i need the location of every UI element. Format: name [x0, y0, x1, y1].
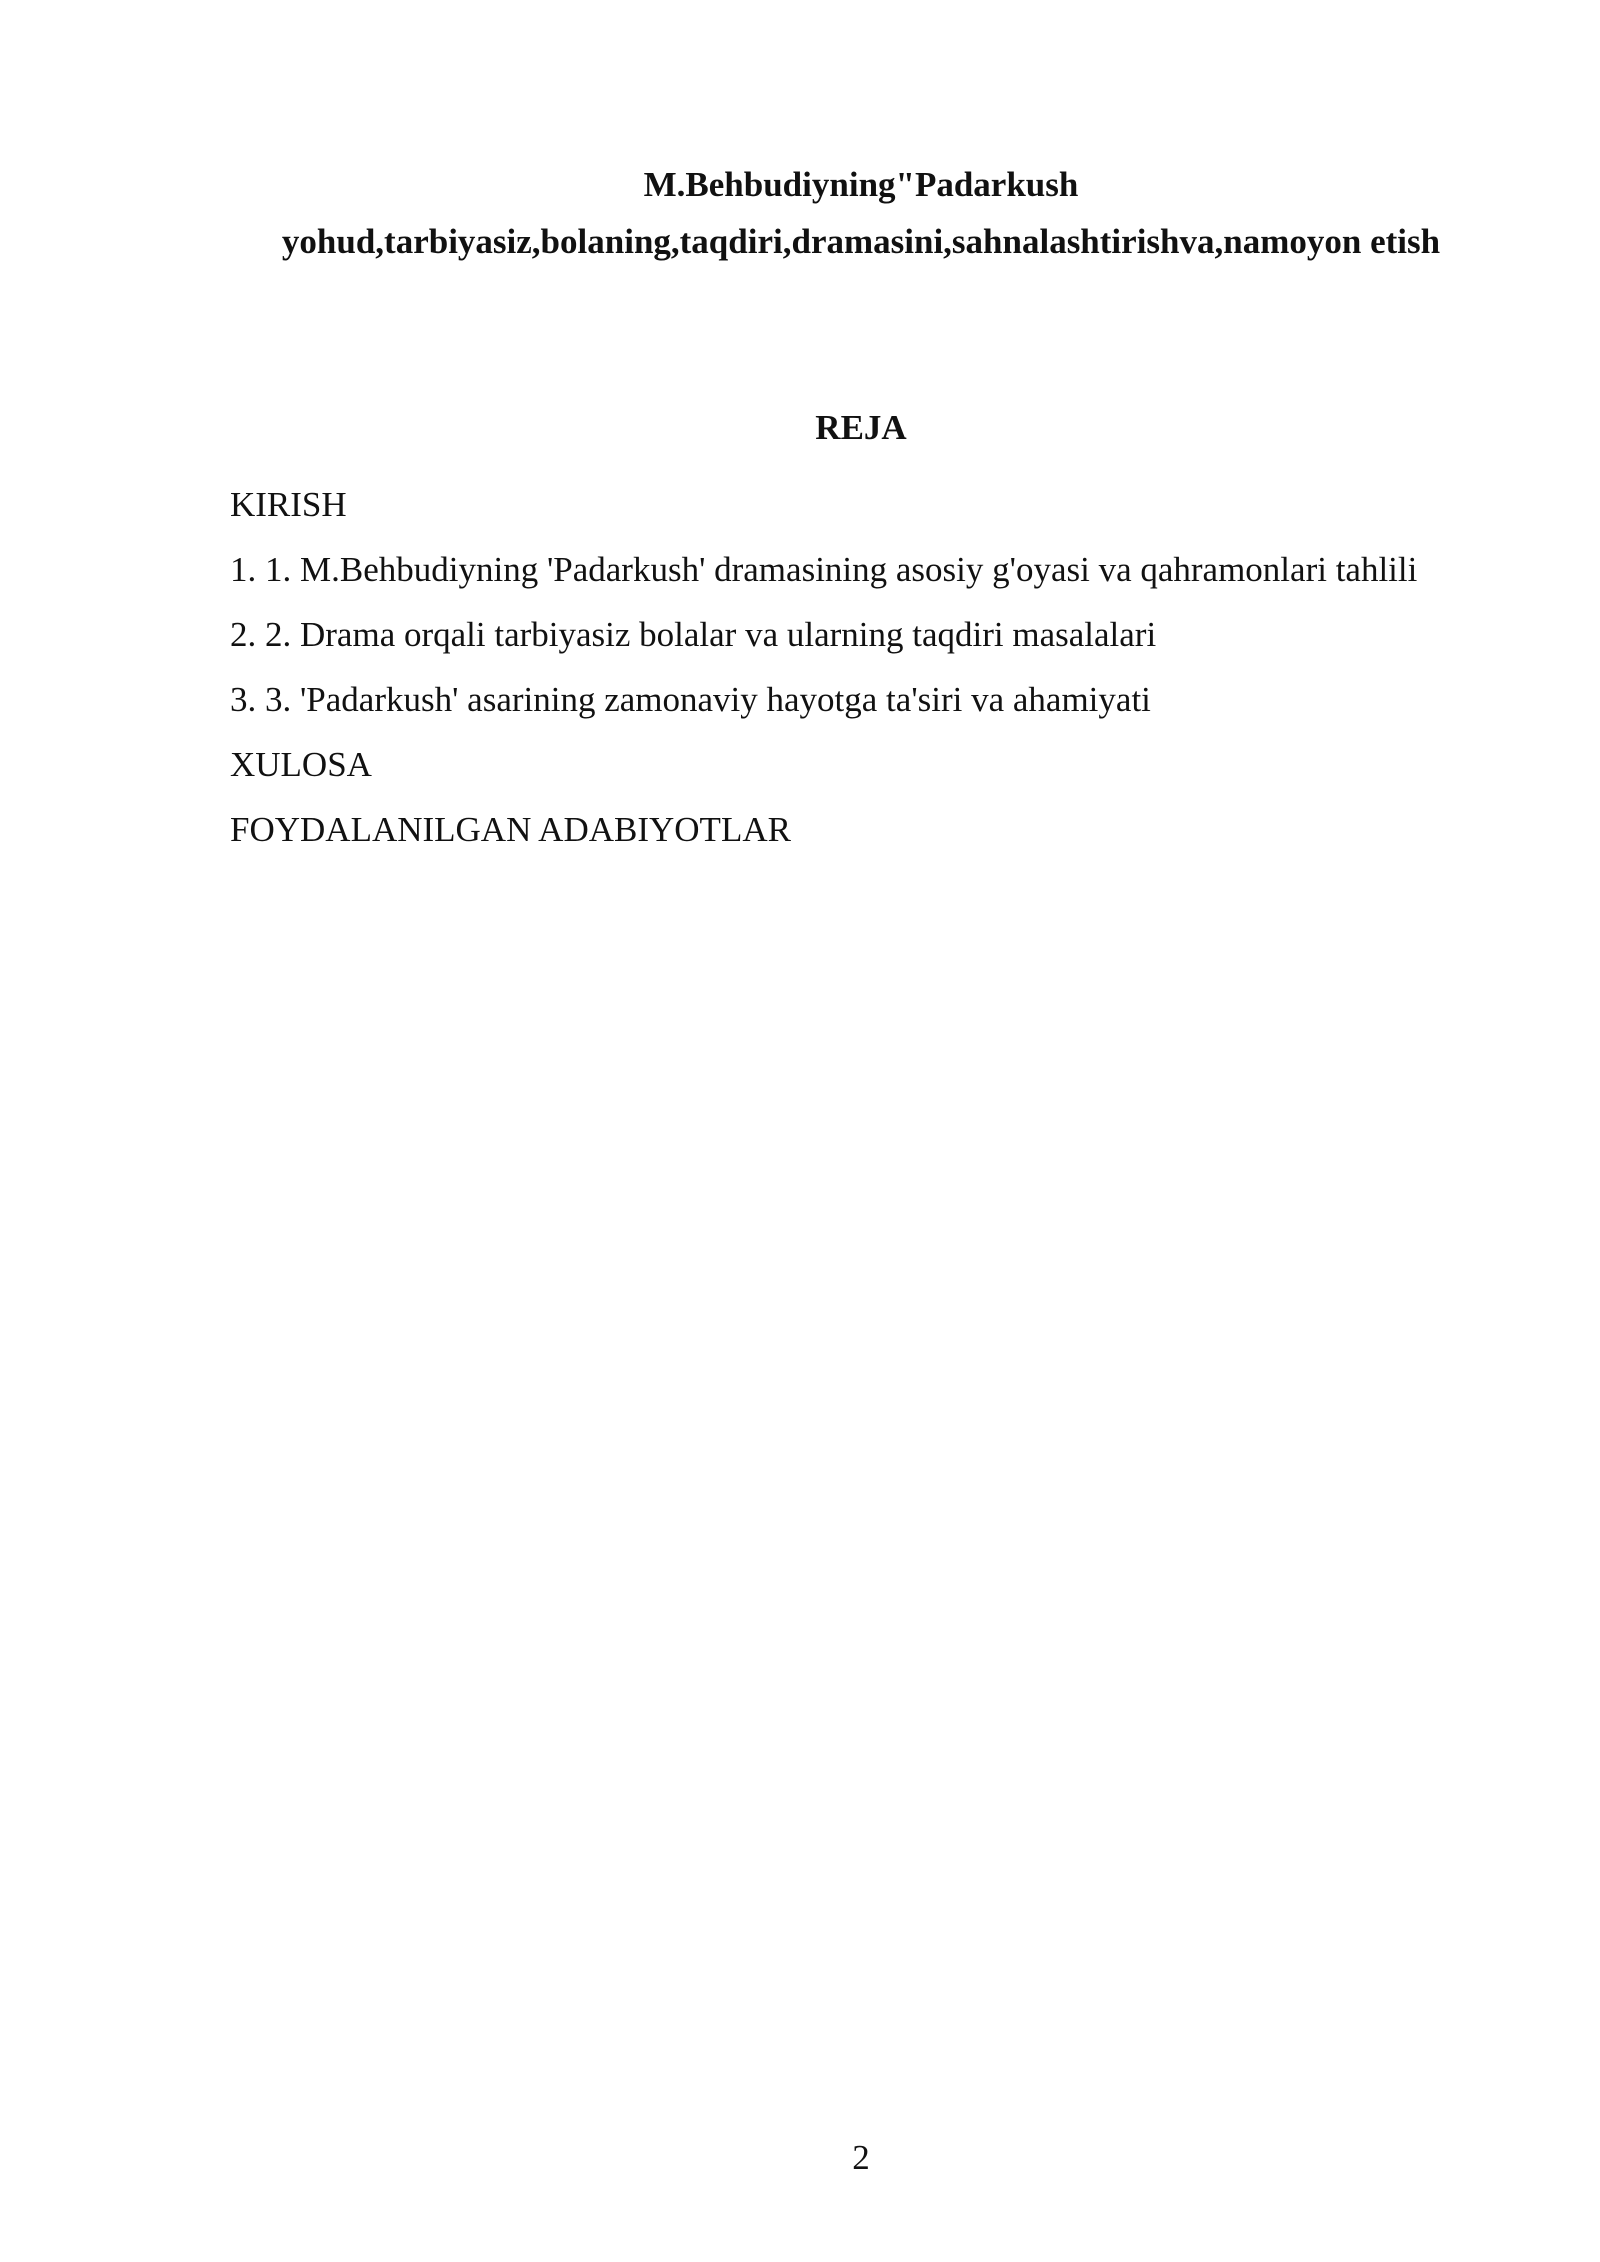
toc-item-references: FOYDALANILGAN ADABIYOTLAR — [230, 810, 791, 849]
document-title-line-1: M.Behbudiyning"Padarkush — [643, 165, 1079, 204]
plan-heading: REJA — [815, 408, 907, 447]
toc-item-chapter-2: 2. 2. Drama orqali tarbiyasiz bolalar va ularning taqdiri masalalari — [230, 615, 1157, 654]
page-number: 2 — [852, 2138, 870, 2177]
toc-item-chapter-3: 3. 3. 'Padarkush' asarining zamonaviy hayotga ta'siri va ahamiyati — [230, 680, 1151, 719]
toc-item-chapter-1: 1. 1. M.Behbudiyning 'Padarkush' dramasining asosiy g'oyasi va qahramonlari tahlili — [230, 550, 1418, 589]
toc-item-introduction: KIRISH — [230, 485, 347, 524]
toc-item-conclusion: XULOSA — [230, 745, 372, 784]
document-title-line-2: yohud,tarbiyasiz,bolaning,taqdiri,dramasini,sahnalashtirishva,namoyon etish — [281, 222, 1441, 261]
table-of-contents — [230, 476, 1430, 866]
